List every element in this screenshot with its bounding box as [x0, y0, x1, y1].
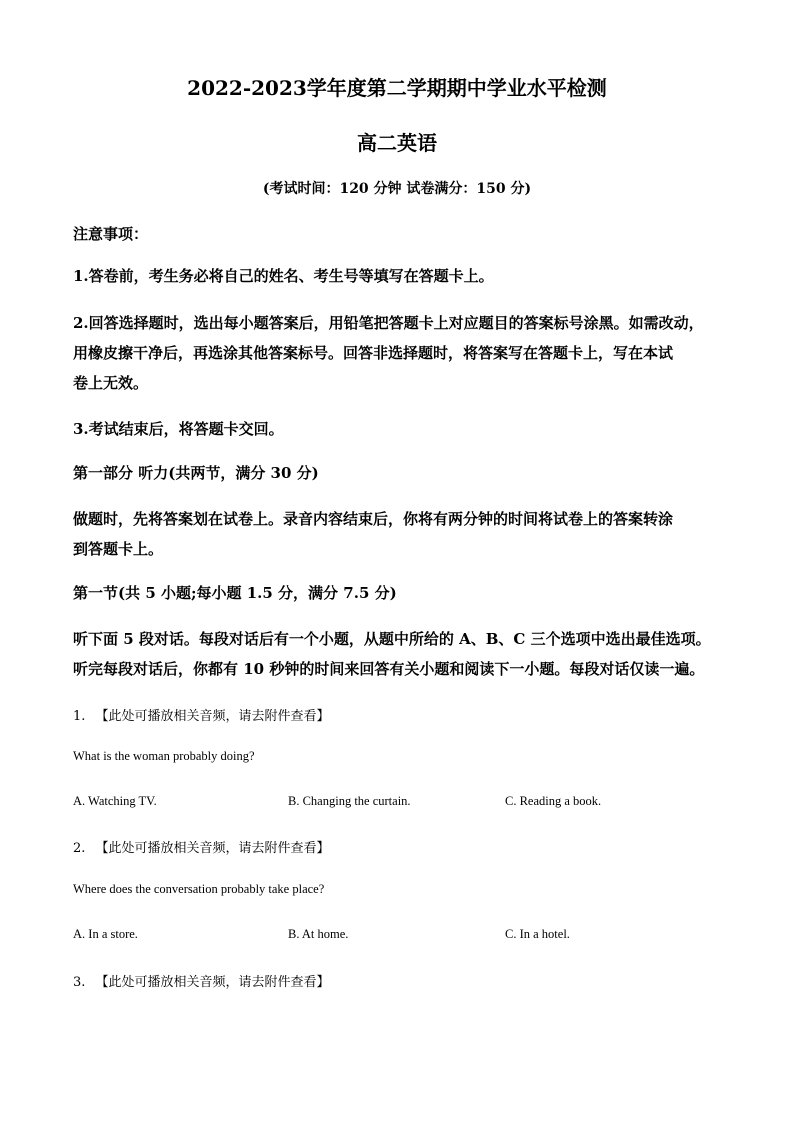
notice-item-2-line-1: 2.回答选择题时，选出每小题答案后，用铅笔把答题卡上对应题目的答案标号涂黑。如需改动，: [73, 314, 704, 332]
exam-title: 2022-2023学年度第二学期期中学业水平检测: [187, 76, 607, 100]
section1-instruction-line-2: 听完每段对话后，你都有 10 秒钟的时间来回答有关小题和阅读下一小题。每段对话仅读一遍。: [73, 660, 705, 678]
question-2-option-b: B. At home.: [288, 927, 349, 941]
part1-heading: 第一部分 听力(共两节，满分 30 分): [73, 464, 319, 482]
question-1-audio-line: [73, 705, 330, 724]
section1-heading: 第一节(共 5 小题;每小题 1.5 分，满分 7.5 分): [73, 584, 397, 602]
subject-title: 高二英语: [357, 131, 437, 155]
question-2-option-a: A. In a store.: [73, 927, 138, 941]
audio-note[interactable]: 【此处可播放相关音频，请去附件查看】: [95, 841, 330, 856]
question-1-option-a: A. Watching TV.: [73, 794, 157, 808]
notice-heading: 注意事项：: [73, 225, 149, 243]
question-2-text: Where does the conversation probably take place?: [73, 882, 325, 896]
exam-info: (考试时间：120 分钟 试卷满分：150 分): [262, 181, 532, 197]
question-1-option-c: C. Reading a book.: [505, 794, 602, 808]
question-number: 3.: [73, 975, 86, 990]
audio-note[interactable]: 【此处可播放相关音频，请去附件查看】: [95, 709, 330, 724]
notice-item-2-line-3: 卷上无效。: [73, 374, 149, 392]
question-2-option-c: C. In a hotel.: [505, 927, 570, 941]
question-2-audio-line: [73, 837, 330, 856]
section1-instruction-line-1: 听下面 5 段对话。每段对话后有一个小题，从题中所给的 A、B、C 三个选项中选出最佳选项。: [73, 630, 711, 648]
question-3-audio-line: [73, 971, 330, 990]
question-number: 2.: [73, 841, 86, 856]
question-1-option-b: B. Changing the curtain.: [288, 794, 411, 808]
notice-item-1: 1.答卷前，考生务必将自己的姓名、考生号等填写在答题卡上。: [73, 267, 494, 285]
notice-item-2-line-2: 用橡皮擦干净后，再选涂其他答案标号。回答非选择题时，将答案写在答题卡上，写在本试: [73, 344, 674, 362]
question-1-text: What is the woman probably doing?: [73, 749, 255, 763]
part1-instruction-line-2: 到答题卡上。: [73, 540, 164, 558]
part1-instruction-line-1: 做题时，先将答案划在试卷上。录音内容结束后，你将有两分钟的时间将试卷上的答案转涂: [73, 510, 674, 528]
audio-note[interactable]: 【此处可播放相关音频，请去附件查看】: [95, 975, 330, 990]
notice-item-3: 3.考试结束后，将答题卡交回。: [73, 420, 284, 438]
question-number: 1.: [73, 709, 86, 724]
